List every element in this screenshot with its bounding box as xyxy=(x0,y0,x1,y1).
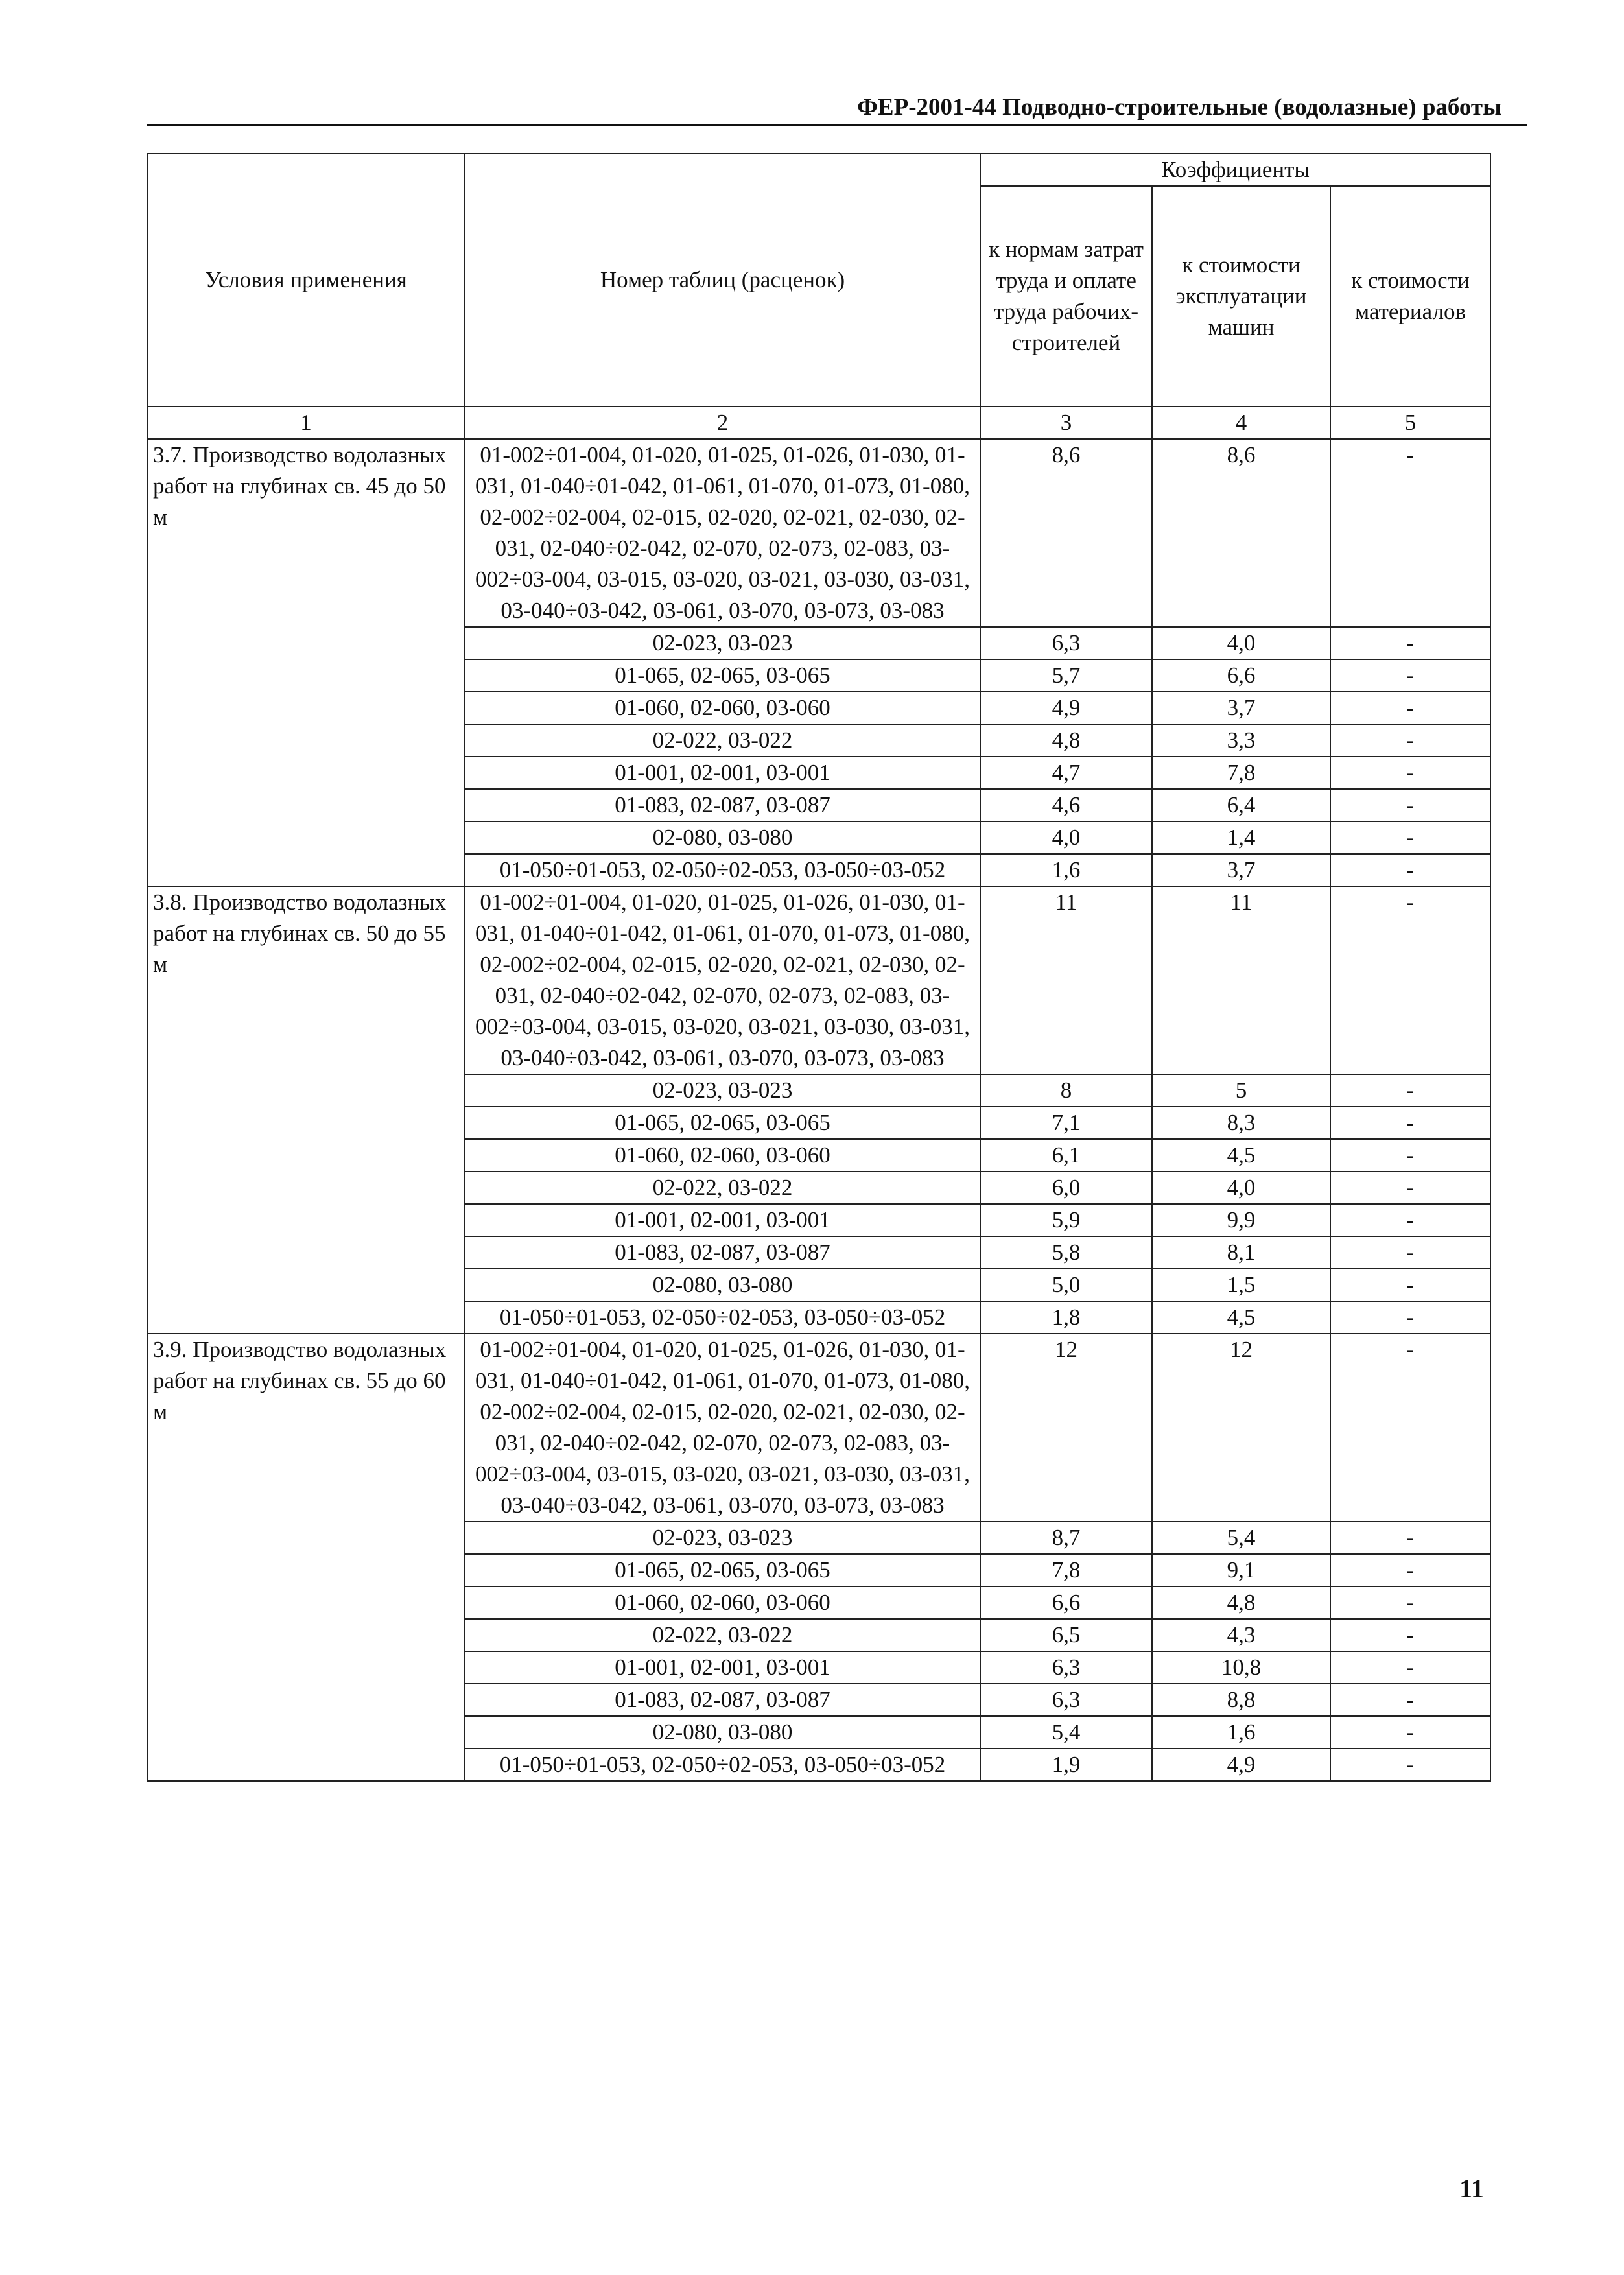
machines-coef-cell: 12 xyxy=(1152,1334,1330,1522)
materials-coef-cell: - xyxy=(1330,1619,1490,1651)
table-numbers-cell: 02-023, 03-023 xyxy=(465,627,980,659)
table-numbers-cell: 01-001, 02-001, 03-001 xyxy=(465,1651,980,1684)
machines-coef-cell: 7,8 xyxy=(1152,757,1330,789)
table-numbers-cell: 01-050÷01-053, 02-050÷02-053, 03-050÷03-052 xyxy=(465,1749,980,1781)
labor-coef-cell: 11 xyxy=(980,886,1152,1074)
labor-coef-cell: 6,6 xyxy=(980,1586,1152,1619)
header-materials-coef: к стоимости материалов xyxy=(1330,186,1490,407)
machines-coef-cell: 6,6 xyxy=(1152,659,1330,692)
materials-coef-cell: - xyxy=(1330,692,1490,724)
machines-coef-cell: 6,4 xyxy=(1152,789,1330,821)
machines-coef-cell: 9,9 xyxy=(1152,1204,1330,1236)
machines-coef-cell: 4,8 xyxy=(1152,1586,1330,1619)
labor-coef-cell: 5,0 xyxy=(980,1269,1152,1301)
materials-coef-cell: - xyxy=(1330,1074,1490,1107)
machines-coef-cell: 4,9 xyxy=(1152,1749,1330,1781)
table-numbers-cell: 01-083, 02-087, 03-087 xyxy=(465,789,980,821)
table-numbers-cell: 01-065, 02-065, 03-065 xyxy=(465,659,980,692)
materials-coef-cell: - xyxy=(1330,1554,1490,1586)
labor-coef-cell: 6,0 xyxy=(980,1172,1152,1204)
header-conditions: Условия применения xyxy=(147,154,465,407)
table-numbers-cell: 01-060, 02-060, 03-060 xyxy=(465,1139,980,1172)
materials-coef-cell: - xyxy=(1330,659,1490,692)
materials-coef-cell: - xyxy=(1330,724,1490,757)
labor-coef-cell: 6,1 xyxy=(980,1139,1152,1172)
machines-coef-cell: 9,1 xyxy=(1152,1554,1330,1586)
machines-coef-cell: 4,5 xyxy=(1152,1301,1330,1334)
document-title: ФЕР-2001-44 Подводно-строительные (водолазные) работы xyxy=(857,94,1501,121)
coefficients-table xyxy=(147,153,1491,1782)
materials-coef-cell: - xyxy=(1330,1684,1490,1716)
column-number: 4 xyxy=(1152,407,1330,439)
labor-coef-cell: 5,4 xyxy=(980,1716,1152,1749)
machines-coef-cell: 4,0 xyxy=(1152,1172,1330,1204)
machines-coef-cell: 5,4 xyxy=(1152,1522,1330,1554)
table-numbers-cell: 01-001, 02-001, 03-001 xyxy=(465,757,980,789)
table-numbers-cell: 01-065, 02-065, 03-065 xyxy=(465,1554,980,1586)
table-numbers-cell: 01-001, 02-001, 03-001 xyxy=(465,1204,980,1236)
materials-coef-cell: - xyxy=(1330,1107,1490,1139)
table-numbers-cell: 01-002÷01-004, 01-020, 01-025, 01-026, 01-030, 01-031, 01-040÷01-042, 01-061, 01-070, 01-073, 01-080, 02-002÷02-004, 02-015, 02-020, 02-021, 02-030, 02-031, 02-040÷02-042, 02-070, 02-073, 02-083, 03-002÷03-004, 03-015, 03-020, 03-021, 03-030, 03-031, 03-040÷03-042, 03-061, 03-070, 03-073, 03-083 xyxy=(465,439,980,627)
table-numbers-cell: 02-080, 03-080 xyxy=(465,1716,980,1749)
materials-coef-cell: - xyxy=(1330,789,1490,821)
condition-cell: 3.8. Производство водолазных работ на глубинах св. 50 до 55 м xyxy=(147,886,465,1334)
table-numbers-cell: 02-022, 03-022 xyxy=(465,1172,980,1204)
table-numbers-cell: 02-022, 03-022 xyxy=(465,1619,980,1651)
table-row xyxy=(147,886,1490,1074)
table-numbers-cell: 02-023, 03-023 xyxy=(465,1522,980,1554)
materials-coef-cell: - xyxy=(1330,821,1490,854)
materials-coef-cell: - xyxy=(1330,1139,1490,1172)
table-row xyxy=(147,1334,1490,1522)
materials-coef-cell: - xyxy=(1330,1172,1490,1204)
labor-coef-cell: 1,6 xyxy=(980,854,1152,886)
materials-coef-cell: - xyxy=(1330,1749,1490,1781)
labor-coef-cell: 1,8 xyxy=(980,1301,1152,1334)
machines-coef-cell: 8,3 xyxy=(1152,1107,1330,1139)
labor-coef-cell: 4,7 xyxy=(980,757,1152,789)
materials-coef-cell: - xyxy=(1330,1269,1490,1301)
header-coefficients: Коэффициенты xyxy=(980,154,1490,186)
machines-coef-cell: 4,5 xyxy=(1152,1139,1330,1172)
machines-coef-cell: 3,7 xyxy=(1152,854,1330,886)
machines-coef-cell: 8,6 xyxy=(1152,439,1330,627)
labor-coef-cell: 8,7 xyxy=(980,1522,1152,1554)
table-numbers-cell: 01-002÷01-004, 01-020, 01-025, 01-026, 01-030, 01-031, 01-040÷01-042, 01-061, 01-070, 01-073, 01-080, 02-002÷02-004, 02-015, 02-020, 02-021, 02-030, 02-031, 02-040÷02-042, 02-070, 02-073, 02-083, 03-002÷03-004, 03-015, 03-020, 03-021, 03-030, 03-031, 03-040÷03-042, 03-061, 03-070, 03-073, 03-083 xyxy=(465,886,980,1074)
machines-coef-cell: 8,1 xyxy=(1152,1236,1330,1269)
labor-coef-cell: 7,8 xyxy=(980,1554,1152,1586)
materials-coef-cell: - xyxy=(1330,439,1490,627)
labor-coef-cell: 4,6 xyxy=(980,789,1152,821)
table-numbers-cell: 01-002÷01-004, 01-020, 01-025, 01-026, 01-030, 01-031, 01-040÷01-042, 01-061, 01-070, 01-073, 01-080, 02-002÷02-004, 02-015, 02-020, 02-021, 02-030, 02-031, 02-040÷02-042, 02-070, 02-073, 02-083, 03-002÷03-004, 03-015, 03-020, 03-021, 03-030, 03-031, 03-040÷03-042, 03-061, 03-070, 03-073, 03-083 xyxy=(465,1334,980,1522)
table-numbers-cell: 01-065, 02-065, 03-065 xyxy=(465,1107,980,1139)
machines-coef-cell: 8,8 xyxy=(1152,1684,1330,1716)
machines-coef-cell: 4,3 xyxy=(1152,1619,1330,1651)
labor-coef-cell: 8 xyxy=(980,1074,1152,1107)
column-number: 2 xyxy=(465,407,980,439)
table-numbers-cell: 01-050÷01-053, 02-050÷02-053, 03-050÷03-052 xyxy=(465,1301,980,1334)
header-machines-coef: к стоимости эксплуатации машин xyxy=(1152,186,1330,407)
labor-coef-cell: 6,3 xyxy=(980,627,1152,659)
machines-coef-cell: 4,0 xyxy=(1152,627,1330,659)
table-numbers-cell: 02-022, 03-022 xyxy=(465,724,980,757)
labor-coef-cell: 5,7 xyxy=(980,659,1152,692)
materials-coef-cell: - xyxy=(1330,1716,1490,1749)
header-labor-coef: к нормам затрат труда и оплате труда рабочих-строителей xyxy=(980,186,1152,407)
table-numbers-cell: 01-050÷01-053, 02-050÷02-053, 03-050÷03-052 xyxy=(465,854,980,886)
labor-coef-cell: 7,1 xyxy=(980,1107,1152,1139)
header-table-numbers: Номер таблиц (расценок) xyxy=(465,154,980,407)
labor-coef-cell: 6,5 xyxy=(980,1619,1152,1651)
machines-coef-cell: 10,8 xyxy=(1152,1651,1330,1684)
table-numbers-cell: 02-080, 03-080 xyxy=(465,1269,980,1301)
labor-coef-cell: 4,8 xyxy=(980,724,1152,757)
materials-coef-cell: - xyxy=(1330,1204,1490,1236)
labor-coef-cell: 6,3 xyxy=(980,1684,1152,1716)
machines-coef-cell: 3,3 xyxy=(1152,724,1330,757)
materials-coef-cell: - xyxy=(1330,1334,1490,1522)
labor-coef-cell: 5,8 xyxy=(980,1236,1152,1269)
materials-coef-cell: - xyxy=(1330,1651,1490,1684)
machines-coef-cell: 1,5 xyxy=(1152,1269,1330,1301)
condition-cell: 3.7. Производство водолазных работ на глубинах св. 45 до 50 м xyxy=(147,439,465,886)
machines-coef-cell: 1,6 xyxy=(1152,1716,1330,1749)
machines-coef-cell: 11 xyxy=(1152,886,1330,1074)
materials-coef-cell: - xyxy=(1330,1236,1490,1269)
labor-coef-cell: 5,9 xyxy=(980,1204,1152,1236)
table-body xyxy=(147,439,1490,1781)
materials-coef-cell: - xyxy=(1330,854,1490,886)
labor-coef-cell: 4,9 xyxy=(980,692,1152,724)
page-number: 11 xyxy=(1459,2174,1484,2203)
labor-coef-cell: 1,9 xyxy=(980,1749,1152,1781)
labor-coef-cell: 8,6 xyxy=(980,439,1152,627)
labor-coef-cell: 4,0 xyxy=(980,821,1152,854)
column-number: 5 xyxy=(1330,407,1490,439)
table-numbers-cell: 02-080, 03-080 xyxy=(465,821,980,854)
machines-coef-cell: 1,4 xyxy=(1152,821,1330,854)
column-number: 1 xyxy=(147,407,465,439)
condition-cell: 3.9. Производство водолазных работ на глубинах св. 55 до 60 м xyxy=(147,1334,465,1781)
running-header xyxy=(147,92,1527,126)
machines-coef-cell: 5 xyxy=(1152,1074,1330,1107)
table-row xyxy=(147,439,1490,627)
materials-coef-cell: - xyxy=(1330,1522,1490,1554)
materials-coef-cell: - xyxy=(1330,757,1490,789)
table-numbers-cell: 01-060, 02-060, 03-060 xyxy=(465,692,980,724)
column-number: 3 xyxy=(980,407,1152,439)
labor-coef-cell: 12 xyxy=(980,1334,1152,1522)
table-numbers-cell: 02-023, 03-023 xyxy=(465,1074,980,1107)
table-numbers-cell: 01-083, 02-087, 03-087 xyxy=(465,1236,980,1269)
table-numbers-cell: 01-083, 02-087, 03-087 xyxy=(465,1684,980,1716)
materials-coef-cell: - xyxy=(1330,1586,1490,1619)
materials-coef-cell: - xyxy=(1330,627,1490,659)
materials-coef-cell: - xyxy=(1330,886,1490,1074)
table-numbers-cell: 01-060, 02-060, 03-060 xyxy=(465,1586,980,1619)
labor-coef-cell: 6,3 xyxy=(980,1651,1152,1684)
machines-coef-cell: 3,7 xyxy=(1152,692,1330,724)
materials-coef-cell: - xyxy=(1330,1301,1490,1334)
